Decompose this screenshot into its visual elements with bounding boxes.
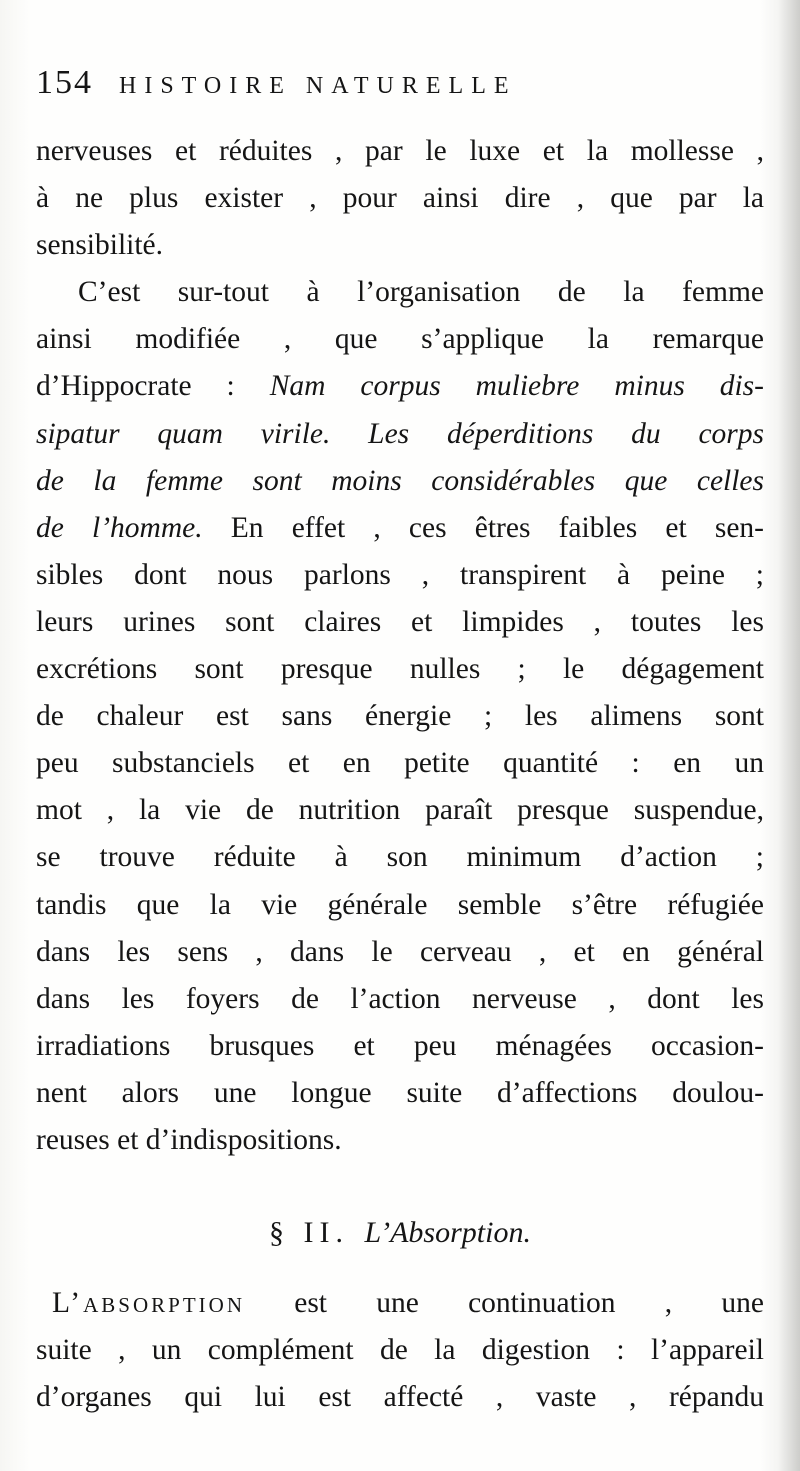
text-line bbox=[36, 976, 764, 1023]
paragraph-continued bbox=[36, 128, 764, 269]
text-line bbox=[36, 363, 764, 410]
text-fragment: reuses et d’indispositions. bbox=[36, 1123, 342, 1156]
section-heading bbox=[0, 1216, 800, 1250]
text-line bbox=[36, 740, 764, 787]
main-text bbox=[36, 128, 764, 1164]
text-line bbox=[36, 1023, 764, 1070]
text-line bbox=[36, 1070, 764, 1117]
text-fragment: excrétions sont presque nulles ; le dégagement bbox=[36, 653, 764, 686]
text-fragment: dans les foyers de l’action nerveuse , dont les bbox=[36, 982, 764, 1015]
text-fragment: ainsi modifiée , que s’applique la remarque bbox=[36, 323, 764, 356]
italic-fragment: de l’homme. bbox=[36, 511, 203, 544]
italic-fragment: Nam corpus muliebre minus dis- bbox=[269, 370, 764, 403]
section-text bbox=[36, 1280, 764, 1421]
text-fragment: peu substanciels et en petite quantité : en un bbox=[36, 747, 764, 780]
text-fragment: sibles dont nous parlons , transpirent à peine ; bbox=[36, 558, 764, 591]
running-title: HISTOIRE NATURELLE bbox=[119, 73, 517, 99]
text-line bbox=[36, 269, 764, 316]
text-line bbox=[36, 552, 764, 599]
text-fragment: dans les sens , dans le cerveau , et en général bbox=[36, 935, 764, 968]
paragraph-hippocrate bbox=[36, 269, 764, 1164]
text-line: d’organes qui lui est affecté , vaste , répandu bbox=[36, 1381, 764, 1414]
text-line: à ne plus exister , pour ainsi dire , que par la bbox=[36, 182, 764, 215]
text-fragment: leurs urines sont claires et limpides , toutes les bbox=[36, 605, 764, 638]
text-line bbox=[36, 1117, 764, 1164]
lead-word: L’absorption bbox=[52, 1287, 245, 1319]
text-fragment: se trouve réduite à son minimum d’action ; bbox=[36, 841, 764, 874]
text-fragment: En effet , ces êtres faibles et sen- bbox=[202, 511, 764, 544]
text-line bbox=[36, 458, 764, 505]
text-fragment: d’Hippocrate : bbox=[36, 370, 270, 403]
text-line bbox=[36, 929, 764, 976]
text-fragment: nent alors une longue suite d’affections doulou- bbox=[36, 1076, 764, 1109]
text-line bbox=[36, 316, 764, 363]
text-line: sensibilité. bbox=[36, 229, 164, 262]
text-line bbox=[36, 693, 764, 740]
page-number: 154 bbox=[36, 64, 93, 101]
text-line: nerveuses et réduites , par le luxe et la mollesse , bbox=[36, 135, 764, 167]
text-line bbox=[36, 834, 764, 881]
section-number: § II. bbox=[269, 1216, 350, 1249]
text-line bbox=[52, 1280, 764, 1327]
page-edge-shadow bbox=[778, 0, 800, 1471]
text-fragment: C’est sur-tout à l’organisation de la femme bbox=[78, 276, 764, 309]
text-line bbox=[36, 646, 764, 693]
text-fragment: de chaleur est sans énergie ; les alimens sont bbox=[36, 700, 764, 733]
italic-fragment: sipatur quam virile. Les déperditions du corps bbox=[36, 417, 764, 450]
text-line bbox=[36, 411, 764, 458]
italic-fragment: de la femme sont moins considérables que celles bbox=[36, 464, 764, 497]
text-fragment: tandis que la vie générale semble s’être réfugiée bbox=[36, 888, 764, 921]
text-line bbox=[36, 599, 764, 646]
text-fragment: mot , la vie de nutrition paraît presque suspendue, bbox=[36, 794, 764, 827]
text-line bbox=[36, 882, 764, 929]
section-title: L’Absorption. bbox=[364, 1216, 531, 1249]
running-header bbox=[36, 64, 756, 120]
text-fragment: irradiations brusques et peu ménagées occasion- bbox=[36, 1029, 764, 1062]
text-line: suite , un complément de la digestion : l’appareil bbox=[36, 1334, 764, 1367]
text-line bbox=[36, 505, 764, 552]
text-fragment: est une continuation , une bbox=[245, 1287, 764, 1319]
text-line bbox=[36, 787, 764, 834]
